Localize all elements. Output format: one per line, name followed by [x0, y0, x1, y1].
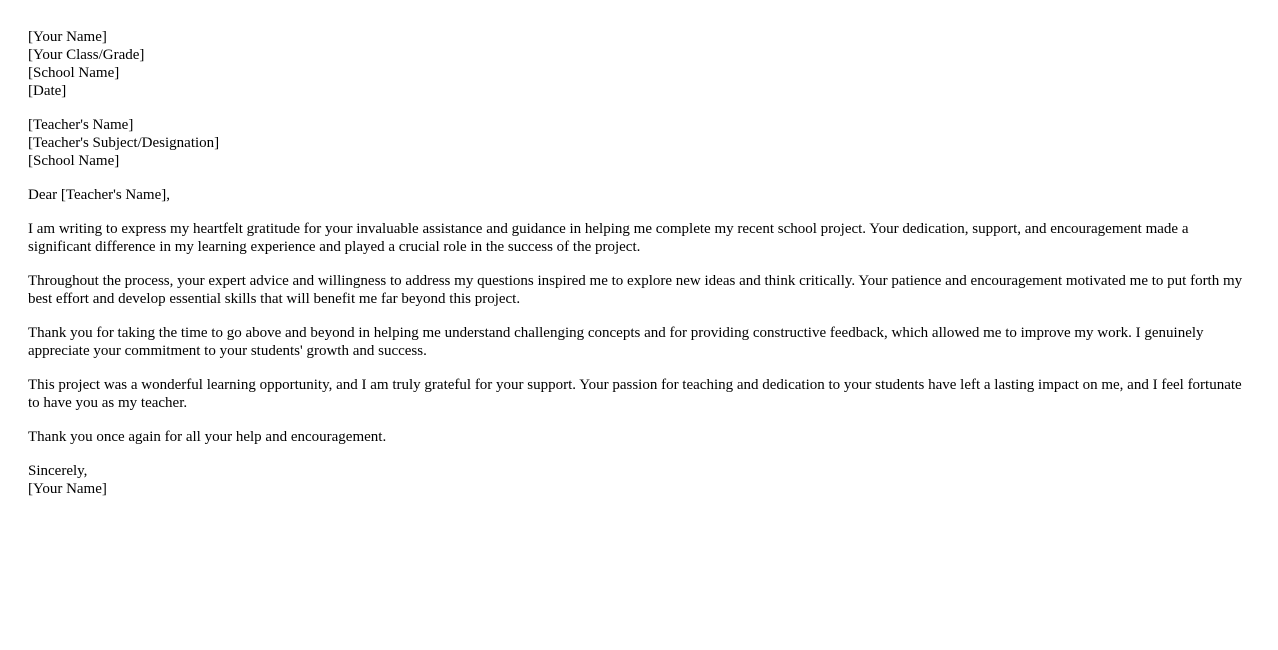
sender-address-block [28, 28, 1250, 100]
sender-class-grade: [Your Class/Grade] [28, 47, 145, 63]
recipient-school: [School Name] [28, 153, 120, 169]
recipient-subject-designation: [Teacher's Subject/Designation] [28, 135, 220, 151]
body-paragraph-2: Throughout the process, your expert advice and willingness to address my questions inspired me to explore new ideas and think critically. Your patience and encouragement motivated me to put forth my best effort and develop essential skills that will benefit me far beyond this project. [28, 273, 1243, 307]
recipient-address-block [28, 116, 1250, 170]
letter [28, 28, 1250, 514]
sender-school: [School Name] [28, 65, 120, 81]
closing-block [28, 462, 1250, 498]
sender-name: [Your Name] [28, 29, 107, 45]
body-paragraph-4: This project was a wonderful learning opportunity, and I am truly grateful for your support. Your passion for teaching and dedication to your students have left a lasting impact on me, and I feel fortunate to have you as my teacher. [28, 377, 1242, 411]
recipient-name: [Teacher's Name] [28, 117, 134, 133]
body-paragraph-3: Thank you for taking the time to go above and beyond in helping me understand challenging concepts and for providing constructive feedback, which allowed me to improve my work. I genuinely appreciate your commitment to your students' growth and success. [28, 325, 1204, 359]
body-paragraph-5: Thank you once again for all your help and encouragement. [28, 429, 387, 445]
letter-date: [Date] [28, 83, 67, 99]
valediction: Sincerely, [28, 463, 88, 479]
signature-name: [Your Name] [28, 481, 107, 497]
body-paragraph-1: I am writing to express my heartfelt gratitude for your invaluable assistance and guidance in helping me complete my recent school project. Your dedication, support, and encouragement made a significant difference in my learning experience and played a crucial role in the success of the project. [28, 221, 1189, 255]
salutation: Dear [Teacher's Name], [28, 187, 170, 203]
